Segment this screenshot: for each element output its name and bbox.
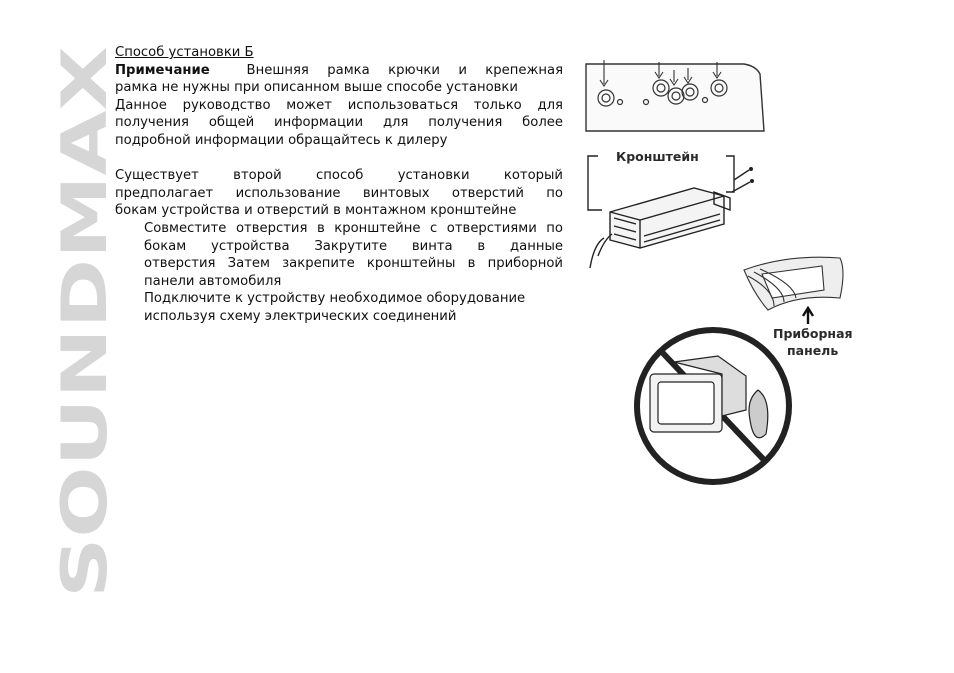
instruction-text (115, 44, 563, 326)
para2-line-1: Существует второй способ установки который (115, 168, 563, 184)
step1-line-2: бокам устройства Закрутите винта в данные (144, 238, 563, 254)
soundmax-logo (48, 46, 121, 598)
dashboard-illustration (578, 250, 858, 465)
note-line-1: Примечание Внешняя рамка крючки и крепежная (115, 62, 563, 78)
note-line-5: подробной информации обращайтесь к дилеру (115, 132, 448, 148)
step1-line-3: отверстия Затем закрепите кронштейны в приборной (144, 256, 563, 272)
note-line-4: получения общей информации для получения более (115, 115, 563, 131)
step-1 (115, 220, 563, 290)
step2-line-1: Подключите к устройству необходимое оборудование (144, 291, 526, 307)
step-2 (115, 290, 563, 325)
note-line-2: рамка не нужны при описанном выше способе установки (115, 80, 518, 96)
note-line-3: Данное руководство может использоваться только для (115, 97, 563, 113)
side-holes-illustration (584, 56, 769, 136)
step1-line-1: Совместите отверстия в кронштейне с отверстиями по (144, 220, 563, 236)
bracket-label: Кронштейн (616, 149, 699, 164)
section-heading: Способ установки Б (115, 45, 254, 60)
step1-line-4: панели автомобиля (144, 273, 282, 289)
para2-line-2: предполагает использование винтовых отверстий по (115, 185, 563, 201)
panel-label-line-2: панель (787, 343, 839, 358)
soundmax-logo-text: SOUNDMAX (48, 189, 121, 598)
panel-label-line-1: Приборная (773, 326, 853, 341)
note-label: Примечание (115, 62, 210, 78)
step2-line-2: используя схему электрических соединений (144, 308, 457, 324)
para2-line-3: бокам устройства и отверстий в монтажном кронштейне (115, 203, 517, 219)
